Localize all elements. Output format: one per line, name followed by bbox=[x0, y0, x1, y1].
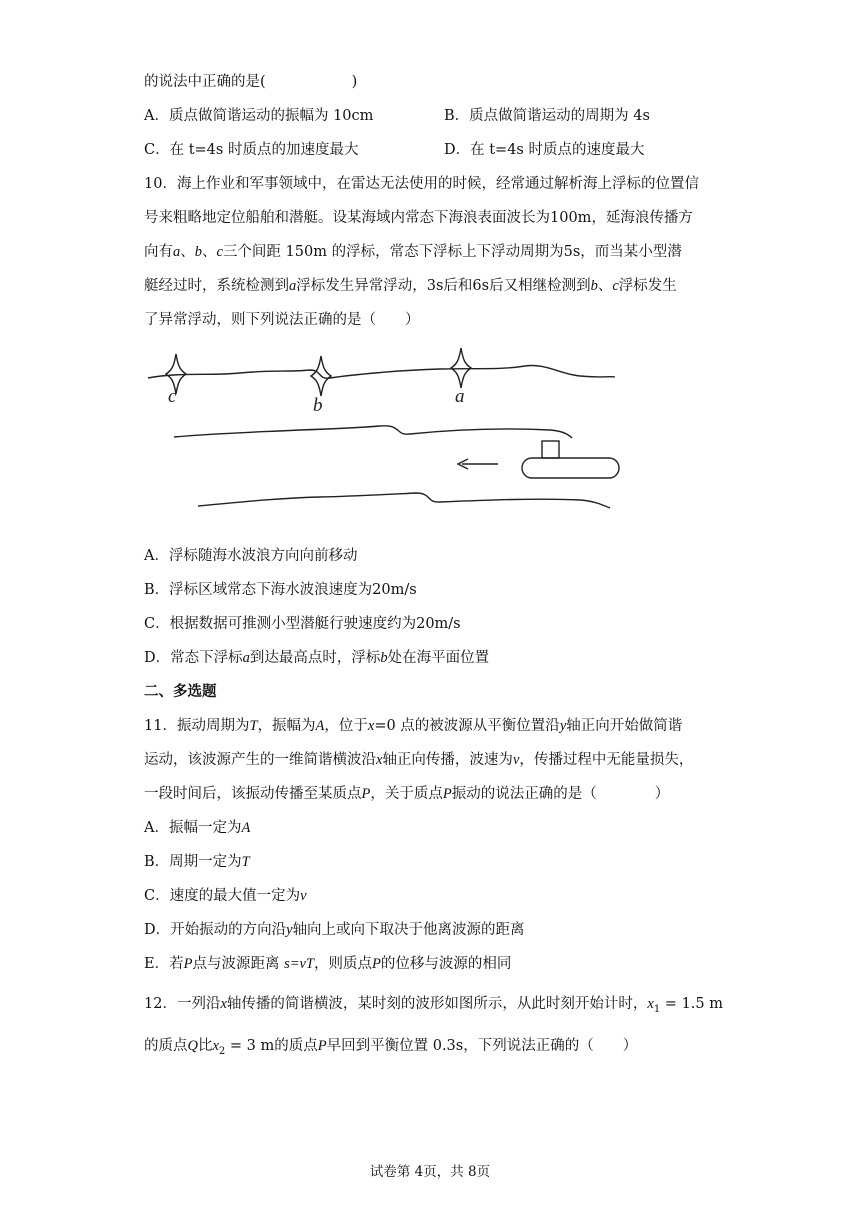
q11-option-a: A．振幅一定为A bbox=[144, 820, 251, 836]
q11-stem-line3: 一段时间后，该振动传播至某质点P，关于质点P振动的说法正确的是（ ） bbox=[144, 786, 670, 802]
water-line-lower bbox=[198, 493, 610, 508]
submarine-hull-icon bbox=[522, 458, 619, 478]
page-footer: 试卷第 4页，共 8页 bbox=[369, 1164, 491, 1180]
q10-stem-line3: 向有a、b、c三个间距 150m 的浮标，常态下浮标上下浮动周期为5s，而当某小型潜 bbox=[144, 244, 682, 260]
q10-option-c: C．根据数据可推测小型潜艇行驶速度约为20m/s bbox=[144, 616, 461, 632]
q11-option-c: C．速度的最大值一定为v bbox=[144, 888, 307, 904]
q10-stem-line4: 艇经过时，系统检测到a浮标发生异常浮动，3s后和6s后又相继检测到b、c浮标发生 bbox=[144, 278, 677, 294]
q10-stem-line5: 了异常浮动，则下列说法正确的是（ ） bbox=[144, 312, 420, 328]
q9-option-a: A．质点做简谐运动的振幅为 10cm bbox=[144, 108, 374, 124]
q12-stem-line2: 的质点Q比$x_2 = 3$ m的质点P早回到平衡位置 0.3s，下列说法正确的（ ） bbox=[144, 1038, 638, 1057]
q10-stem-line2: 号来粗略地定位船舶和潜艇。设某海域内常态下海浪表面波长为100m，延海浪传播方 bbox=[144, 210, 693, 226]
q10-option-b: B．浮标区域常态下海水波浪速度为20m/s bbox=[144, 582, 417, 598]
q9-option-b: B．质点做简谐运动的周期为 4s bbox=[444, 108, 650, 124]
q9-stem-tail: 的说法中正确的是( ) bbox=[144, 74, 358, 90]
buoy-label-b: b bbox=[313, 395, 323, 416]
q11-stem-line2: 运动，该波源产生的一维简谐横波沿x轴正向传播，波速为v，传播过程中无能量损失， bbox=[144, 752, 694, 768]
q11-option-b: B．周期一定为T bbox=[144, 854, 250, 870]
q10-stem-line1: 10．海上作业和军事领域中，在雷达无法使用的时候，经常通过解析海上浮标的位置信 bbox=[144, 176, 699, 192]
sea-surface-line bbox=[148, 365, 615, 378]
q10-option-d: D．常态下浮标a到达最高点时，浮标b处在海平面位置 bbox=[144, 650, 490, 666]
buoy-submarine-figure bbox=[140, 340, 630, 520]
q11-option-d: D．开始振动的方向沿y轴向上或向下取决于他离波源的距离 bbox=[144, 922, 525, 938]
water-line-upper bbox=[174, 426, 572, 438]
q9-option-d: D．在 t=4s 时质点的速度最大 bbox=[444, 142, 645, 158]
q9-option-c: C．在 t=4s 时质点的加速度最大 bbox=[144, 142, 359, 158]
q11-option-e: E．若P点与波源距离 s=vT，则质点P的位移与波源的相同 bbox=[144, 956, 512, 972]
section-heading: 二、多选题 bbox=[144, 683, 217, 700]
q12-stem-line1: 12．一列沿x轴传播的简谐横波，某时刻的波形如图所示，从此时刻开始计时，$x_1 = 1.5$ m bbox=[144, 996, 723, 1015]
submarine-tower bbox=[542, 441, 559, 458]
buoy-label-c: c bbox=[168, 386, 177, 407]
q11-stem-line1: 11．振动周期为T，振幅为A，位于x=0 点的被波源从平衡位置沿y轴正向开始做简谐 bbox=[144, 718, 683, 734]
buoy-label-a: a bbox=[455, 386, 465, 407]
q10-option-a: A．浮标随海水波浪方向向前移动 bbox=[144, 548, 358, 564]
